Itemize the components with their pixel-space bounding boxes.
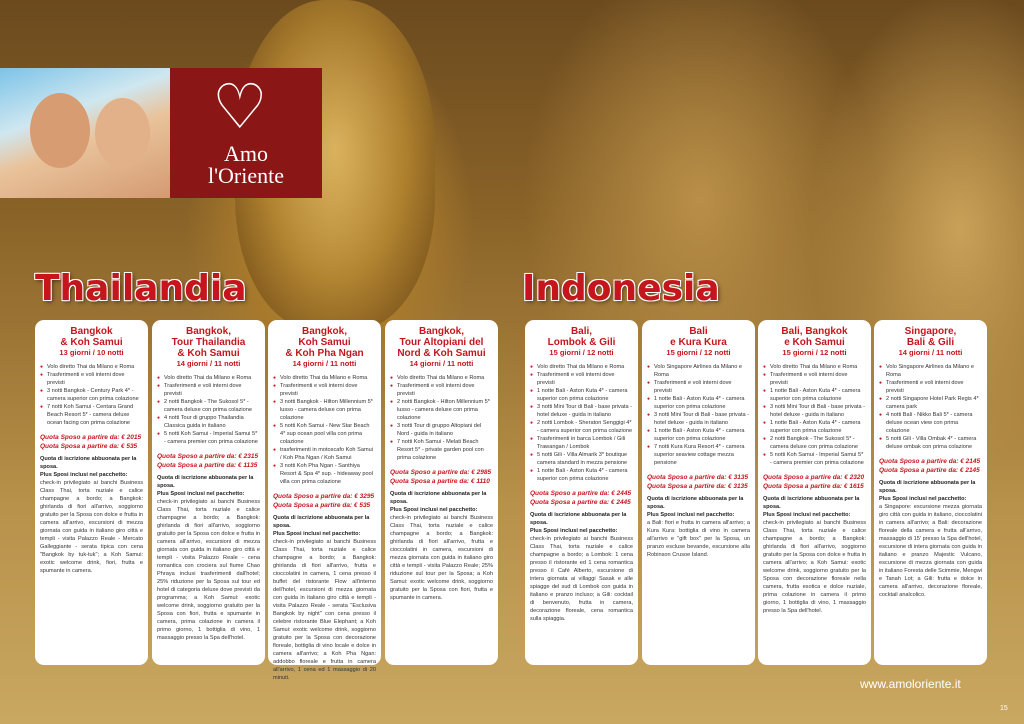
website-url[interactable]: www.amoloriente.it [860,677,961,691]
price-sposa: Quota Sposa a partire da: € 2145 [879,467,980,474]
package-item: ● 2 notti Lombok - Sheraton Senggigi 4* - camera superior con prima colazione [530,419,633,435]
package-title: Bangkok, Tour Altopiani del Nord & Koh Samui [397,326,486,359]
couple-photo [0,68,170,198]
package-item: ● 5 notti Gili - Villa Ombak 4* - camera deluxe ombak con prima colazione [879,435,982,451]
logo-line2: l'Oriente [207,163,285,188]
package-items [763,363,866,467]
package-item: ● Volo diretto Thai da Milano e Roma [763,363,866,371]
package-item: ● 3 notti Koh Pha Ngan - Santhiya Resort & Spa 4* sup. - hideaway pool villa con prima colazione [273,462,376,486]
price-sposa: Quota Sposa a partire da: € 3135 [647,483,748,490]
man-face [30,93,90,168]
logo-line1: Amo [224,141,268,166]
package-item: ● Trasferimenti e voli interni dove previsti [763,371,866,387]
package-item: ● 3 notti Bangkok - Hilton Millennium 5* lusso - camera deluxe con prima colazione [273,398,376,422]
price-sposo: Quota Sposo a partire da: € 3295 [273,493,375,500]
package-item: ● Trasferimenti e voli interni dove previsti [879,379,982,395]
price-sposa: Quota Sposa a partire da: € 2445 [530,499,631,506]
package-card [525,320,638,665]
quota-text: check-in privilegiato ai banchi Business Class Thai, torta nuziale e calice champagne a bordo; a Bangkok: ghirlanda di fiori all'arrivo, soggiorno gratuito per la Sposa con dolce e frutta in camera all'arrivo, escursioni di mezza giornata con guida in italiano giro città e templi - visita Palazzo Reale - cena romantica con crociera sul fiume Chao Phraya inclusi trasferimenti dall'hotel; 25% riduzione per la Sposa sul tour ed hotel di categoria deluxe dove previsti da programma; a Koh Samui: exotic welcome drink, soggiorno gratuito per la Sposa con fiori, frutta e spumante in camera, prima colazione in camera il primo giorno, 1 bottiglia di vino, 1 massaggio presso la Spa dell'hotel. [157,499,260,641]
package-duration: 15 giorni / 12 notti [549,348,614,357]
package-items [530,363,633,483]
quota-text: check-in privilegiato ai banchi Business Class Thai, torta nuziale e calice champagne a bordo; a Bangkok: ghirlanda di fiori all'arrivo, soggiorno gratuito per la Sposa con dolce e frutta in camera all'arrivo, escursioni di mezza giornata con guida in italiano giro città e templi - visita Palazzo Reale - Mercato Galleggiante - serata tipica con cena "Bangkok by tuk-tuk"; a Koh Samui: exotic welcome drink, fiori, frutta e spumante in camera. [40,480,143,574]
package-items [647,363,750,467]
package-item: ● 2 notti Singapore Hotel Park Regis 4* camera park [879,395,982,411]
package-duration: 14 giorni / 11 notti [292,359,357,368]
quota-heading: Quota di iscrizione abbuonata per la sposa. Plus Sposi inclusi nel pacchetto: [40,456,137,478]
package-item: ● 2 notti Bangkok - The Sukosol 5* - camera deluxe con prima colazione [763,435,866,451]
quota-heading: Quota di iscrizione abbuonata per la sposa. Plus Sposi inclusi nel pacchetto: [390,491,487,513]
package-card [758,320,871,665]
package-title: Bali, Bangkok e Koh Samui [781,326,848,348]
quota-heading: Quota di iscrizione abbuonata per la sposa. Plus Sposi inclusi nel pacchetto: [879,480,976,502]
package-title: Bangkok & Koh Samui [60,326,123,348]
package-item: ● 1 notte Bali - Aston Kuta 4* - camera superior con prima colazione [647,427,750,443]
package-duration: 14 giorni / 11 notti [898,348,963,357]
package-item: ● 1 notte Bali - Aston Kuta 4* - camera superior con prima colazione [763,419,866,435]
package-title: Singapore, Bali & Gili [904,326,957,348]
package-item: ● Trasferimenti in barca Lombok / Gili Trawangan / Lombok [530,435,633,451]
package-duration: 14 giorni / 11 notti [409,359,474,368]
package-items [40,363,143,427]
package-item: ● Trasferimenti e voli interni dove previsti [40,371,143,387]
package-item: ● 2 notti Bangkok - The Sukosol 5* - camera deluxe con prima colazione [157,398,260,414]
price-sposa: Quota Sposa a partire da: € 1110 [390,478,490,485]
section-title-indonesia: Indonesia [522,268,720,309]
price-sposo: Quota Sposo a partire da: € 2015 [40,434,142,441]
package-item: ● 3 notti Mini Tour di Bali - base privata - hotel deluxe - guida in italiano [530,403,633,419]
package-item: ● 3 notti Mini Tour di Bali - base privata - hotel deluxe - guida in italiano [763,403,866,419]
price-sposa: Quota Sposa a partire da: € 1135 [157,462,258,469]
package-duration: 15 giorni / 12 notti [666,348,731,357]
package-title: Bangkok, Koh Samui & Koh Pha Ngan [285,326,364,359]
package-item: ● Trasferimenti e voli interni dove previsti [390,382,493,398]
package-item: ● 4 notti Bali - Nikko Bali 5* - camera deluxe ocean view con prima colazione [879,411,982,435]
package-items [879,363,982,451]
package-item: ● 7 notti Kura Kura Resort 4* - camera superior seaview cottage mezza pensione [647,443,750,467]
package-items [157,374,260,446]
package-items [390,374,493,462]
package-card [874,320,987,665]
package-duration: 13 giorni / 10 notti [59,348,124,357]
page-number: 15 [1000,705,1008,712]
package-item: ● Volo diretto Thai da Milano e Roma [157,374,260,382]
package-item: ● Volo diretto Thai da Milano e Roma [390,374,493,382]
package-card [152,320,265,665]
package-duration: 15 giorni / 12 notti [782,348,847,357]
heart-icon: ♡ [212,70,268,143]
package-item: ● 1 notte Bali - Aston Kuta 4* - camera superior con prima colazione [647,395,750,411]
quota-text: check-in privilegiato ai banchi Business Class Thai, torta nuziale e calice champagne a bordo; a Bangkok: ghirlanda di fiori all'arrivo, frutta e cioccolatini in camera, 1 cena presso il buffet del ristorante Flow all'interno dell'hotel, escursioni di mezza giornata con guida in italiano giro città e templi - visita Palazzo Reale - serata "Esclusiva Bangkok by night" con cena presso il celebre ristorante Blue Elephant; a Koh Samui: exotic welcome drink, soggiorno gratuito per la Sposa con decorazione floreale, bottiglia di vino locale e dolce in camera all'arrivo; a Koh Pha Ngan: addobbo floreale e frutta in camera all'arrivo, 1 cena ed 1 massaggio di 20 minuti. [273,539,376,681]
quota-heading: Quota di iscrizione abbuonata per la sposa. Plus Sposi inclusi nel pacchetto: [530,512,627,534]
package-item: ● Volo Singapore Airlines da Milano e Roma [647,363,750,379]
quota-text: check-in privilegiato ai banchi Business Class Thai, torta nuziale e calice champagne a bordo; a Bangkok: ghirlanda di fiori all'arrivo, frutta e cioccolatini in camera, escursioni di mezza giornata con guida in italiano giro città e templi - visita Palazzo Reale; 25% riduzione sul tour per la Sposa; a Koh Samui: exotic welcome drink, soggiorno gratuito per la Sposa con fiori, frutta e spumante in camera. [390,515,493,601]
quota-heading: Quota di iscrizione abbuonata per la sposa. Plus Sposi inclusi nel pacchetto: [157,475,254,497]
package-title: Bali e Kura Kura [670,326,727,348]
package-items [273,374,376,486]
package-item: ● 5 notti Koh Samui - Imperial Samui 5* - camera premier con prima colazione [157,430,260,446]
package-item: ● 7 notti Koh Samui - Melati Beach Resort 5* - private garden pool con prima colazione [390,438,493,462]
package-item: ● Trasferimenti e voli interni dove previsti [530,371,633,387]
package-item: ● trasferimenti in motoscafo Koh Samui / Koh Pha Ngan / Koh Samui [273,446,376,462]
price-sposo: Quota Sposo a partire da: € 2445 [530,490,632,497]
quota-heading: Quota di iscrizione abbuonata per la sposa. Plus Sposi inclusi nel pacchetto: [273,515,370,537]
price-sposo: Quota Sposo a partire da: € 2985 [390,469,492,476]
package-item: ● 2 notti Bangkok - Hilton Millennium 5* lusso - camera deluxe con prima colazione [390,398,493,422]
package-item: ● Volo diretto Thai da Milano e Roma [530,363,633,371]
quota-text: a Bali: fiori e frutta in camera all'arrivo; a Kura Kura: bottiglia di vino in camera all'arrivo e "gift box" per la Sposa, un pranzo escluse bevande, escursione alla Robinson Crusoe Island. [647,520,750,558]
package-item: ● 1 notte Bali - Aston Kuta 4* - camera superior con prima colazione [763,387,866,403]
section-title-thailandia: Thailandia [35,268,247,309]
package-item: ● Volo diretto Thai da Milano e Roma [273,374,376,382]
package-item: ● Trasferimenti e voli interni dove previsti [647,379,750,395]
package-item: ● Trasferimenti e voli interni dove previsti [157,382,260,398]
quota-text: a Singapore: escursione mezza giornata giro città con guida in italiano, cioccolatini in camera all'arrivo; a Bali: decorazione floreale della camera e frutta all'arrivo, massaggio di 15' presso la Spa dell'hotel, escursione di intera giornata con guida in italiano e pranzo Majestic Vulcano, escursione di mezza giornata con guida in italiano Foresta delle Scimmie, Mengwi e Tanah Lot; a Gili: frutta e dolce in camera all'arrivo, decorazione floreale, cocktail analcolico. [879,504,982,598]
logo-text [170,143,322,187]
package-item: ● 4 notti Tour di gruppo Thailandia Classica guida in italiano [157,414,260,430]
price-sposa: Quota Sposa a partire da: € 535 [273,502,371,509]
woman-face [95,98,150,168]
quota-text: check-in privilegiato ai banchi Business Class Thai, torta nuziale e calice champagne a bordo; a Lombok: 1 cena presso il ristorante ed 1 cena romantica presso il Café Alberto, escursione di intera giornata ai villaggi Sasak e alle spiagge del sud di Lombok con guida in italiano e pranzo incluso; a Gili: cocktail di benvenuto, frutta in camera, decorazione floreale, cena romantica sulla spiaggia. [530,536,633,622]
price-sposo: Quota Sposo a partire da: € 2315 [157,453,259,460]
price-sposo: Quota Sposo a partire da: € 3135 [647,474,749,481]
package-title: Bali, Lombok & Gili [547,326,616,348]
package-item: ● 3 notti Bangkok - Century Park 4* - camera superior con prima colazione [40,387,143,403]
package-item: ● 3 notti Mini Tour di Bali - base privata - hotel deluxe - guida in italiano [647,411,750,427]
package-item: ● 3 notti Tour di gruppo Altopiani del Nord - guida in italiano [390,422,493,438]
price-sposa: Quota Sposa a partire da: € 535 [40,443,138,450]
package-title: Bangkok, Tour Thailandia & Koh Samui [171,326,246,359]
package-duration: 14 giorni / 11 notti [176,359,241,368]
package-item: ● 5 notti Koh Samui - Imperial Samui 5* - camera premier con prima colazione [763,451,866,467]
package-card [35,320,148,665]
price-sposo: Quota Sposo a partire da: € 2145 [879,458,981,465]
quota-text: check-in privilegiato ai banchi Business Class Thai, torta nuziale e calice champagne a bordo; a Bangkok: ghirlanda di fiori all'arrivo, soggiorno gratuito per la Sposa con dolce e frutta in camera all'arrivo; a Koh Samui: exotic welcome drink, soggiorno gratuito per la Sposa con decorazione floreale nella camera, frutta esotica e dolce nuziale, prima colazione in camera il primo giorno, 1 bottiglia di vino, 1 massaggio presso la Spa dell'hotel. [763,520,866,614]
package-item: ● 1 notte Bali - Aston Kuta 4* - camera superior con prima colazione [530,467,633,483]
package-card [268,320,381,681]
package-item: ● 1 notte Bali - Aston Kuta 4* - camera superior con prima colazione [530,387,633,403]
quota-heading: Quota di iscrizione abbuonata per la sposa. Plus Sposi inclusi nel pacchetto: [763,496,860,518]
package-item: ● 7 notti Koh Samui - Centara Grand Beach Resort 5* - camera deluxe ocean facing con prima colazione [40,403,143,427]
package-item: ● Trasferimenti e voli interni dove previsti [273,382,376,398]
brand-logo [170,68,322,198]
price-sposa: Quota Sposa a partire da: € 1615 [763,483,864,490]
package-card [642,320,755,665]
package-card [385,320,498,665]
quota-heading: Quota di iscrizione abbuonata per la sposa. Plus Sposi inclusi nel pacchetto: [647,496,744,518]
package-item: ● 5 notti Gili - Villa Almarik 3* boutique camera standard in mezza pensione [530,451,633,467]
price-sposo: Quota Sposo a partire da: € 2320 [763,474,865,481]
package-item: ● 5 notti Koh Samui - New Star Beach 4* sup ocean pool villa con prima colazione [273,422,376,446]
package-item: ● Volo Singapore Airlines da Milano e Roma [879,363,982,379]
package-item: ● Volo diretto Thai da Milano e Roma [40,363,143,371]
